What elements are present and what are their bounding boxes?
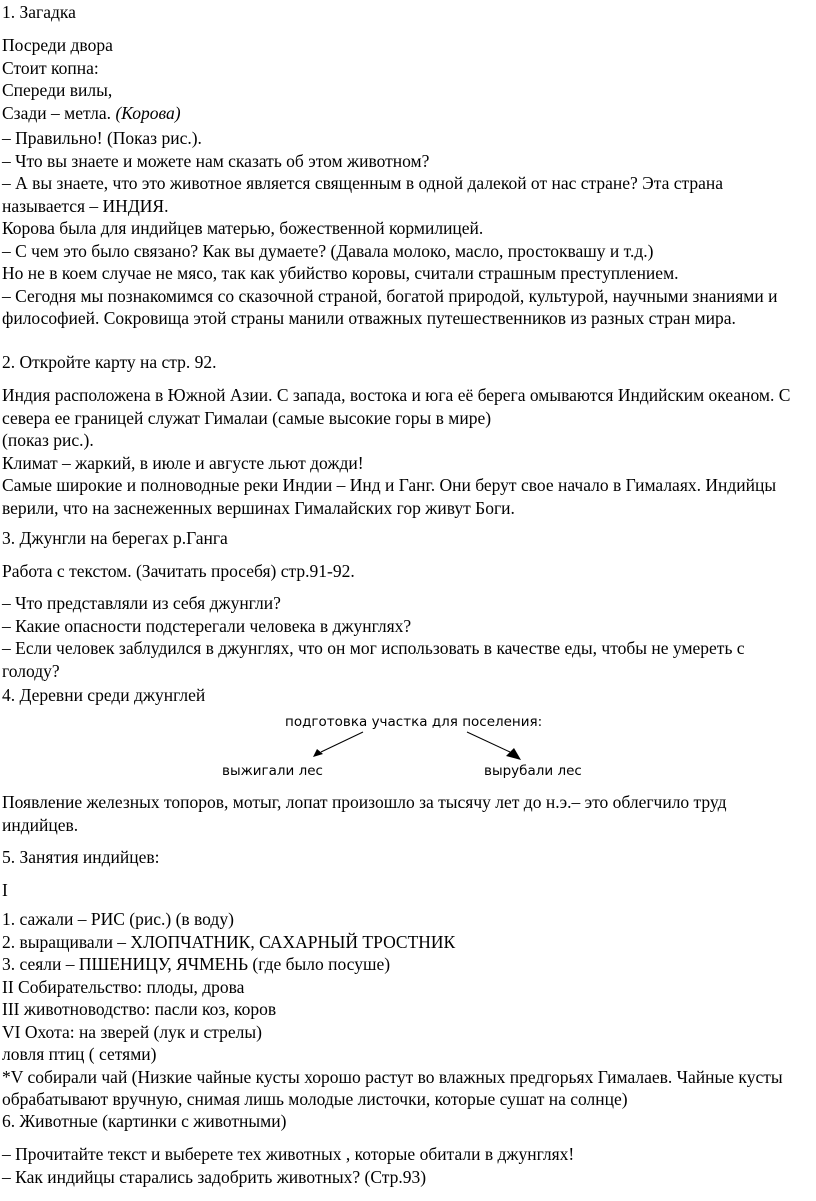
section-3-questions (2, 592, 802, 682)
riddle-line (2, 102, 802, 125)
heading: 3. Джунгли на берегах р.Ганга (2, 528, 228, 548)
text-line: Работа с текстом. (Зачитать просебя) стр.91-92. (2, 561, 355, 581)
riddle-answer: (Корова) (115, 102, 181, 123)
list-item: *V собирали чай (Низкие чайные кусты хорошо растут во влажных предгорьях Гималаев. Чайные кусты обрабатывают вручную, снимая лишь молодые листочки, которые сушат на солнце) (2, 1066, 783, 1109)
diagram-left-label: выжигали лес (222, 763, 323, 779)
section-2-title (2, 351, 802, 374)
section-4-text (2, 791, 802, 836)
section-3-work (2, 560, 802, 583)
list-item: ловля птиц ( сетями) (2, 1044, 157, 1064)
settlement-diagram (215, 712, 595, 782)
list-item: 3. сеяли – ПШЕНИЦУ, ЯЧМЕНЬ (где было посуше) (2, 954, 391, 974)
text-line: – Если человек заблудился в джунглях, что он мог использовать в качестве еды, чтобы не умереть с голоду? (2, 638, 745, 681)
list-item: III животноводство: пасли коз, коров (2, 999, 277, 1019)
heading: 6. Животные (картинки с животными) (2, 1111, 287, 1131)
text-line: Климат – жаркий, в июле и августе льют дожди! (2, 452, 364, 473)
arrow-left-head (313, 749, 323, 757)
arrow-right-head (506, 748, 521, 760)
riddle-line: Стоит копна: (2, 57, 99, 78)
section-6-questions (2, 1143, 802, 1188)
heading: 5. Занятия индийцев: (2, 847, 160, 867)
heading: 1. Загадка (2, 2, 76, 22)
heading: 4. Деревни среди джунглей (2, 685, 206, 705)
text-line: – Что представляли из себя джунгли? (2, 593, 281, 613)
riddle-last-text: Сзади – метла. (2, 102, 116, 123)
text-line: – Как индийцы старались задобрить животных? (Стр.93) (2, 1166, 427, 1187)
arrow-right-line (467, 732, 510, 752)
text-line: Индия расположена в Южной Азии. С запада, востока и юга её берега омываются Индийским океаном. С севера ее границей служат Гималаи (самые высокие горы в мире) (2, 385, 791, 428)
section-1-title (2, 1, 802, 24)
section-2-text (2, 384, 802, 519)
section-3-title (2, 527, 802, 550)
text-line: – Сегодня мы познакомимся со сказочной страной, богатой природой, культурой, научными знаниями и философией. Сокровища этой страны манили отважных путешественников из разных стран мира. (2, 285, 778, 328)
text-line: Самые широкие и полноводные реки Индии – Инд и Ганг. Они берут свое начало в Гималаях. Индийцы верили, что на заснеженных вершинах Гималайских гор живут Боги. (2, 475, 777, 518)
section-4-title (2, 684, 802, 707)
diagram-right-label: вырубали лес (484, 763, 582, 779)
text-line: Корова была для индийцев матерью, божественной кормилицей. (2, 218, 484, 238)
text-line: – А вы знаете, что это животное является священным в одной далекой от нас стране? Эта страна называется – ИНДИЯ. (2, 173, 724, 216)
text-line: – Что вы знаете и можете нам сказать об этом животном? (2, 150, 430, 171)
section-5-title (2, 846, 802, 869)
text-line: – С чем это было связано? Как вы думаете? (Давала молоко, масло, простоквашу и т.д.) (2, 240, 654, 261)
text-line: Но не в коем случае не мясо, так как убийство коровы, считали страшным преступлением. (2, 263, 679, 283)
list-item: II Собирательство: плоды, дрова (2, 976, 245, 997)
arrow-left-line (321, 732, 363, 752)
list-item: VI Охота: на зверей (лук и стрелы) (2, 1021, 262, 1042)
diagram-top-label: подготовка участка для поселения: (285, 714, 543, 730)
section-5-list (2, 908, 802, 1111)
text-line: (показ рис.). (2, 430, 94, 450)
list-item: 1. сажали – РИС (рис.) (в воду) (2, 909, 234, 929)
riddle-line: Посреди двора (2, 35, 113, 55)
text-line: – Какие опасности подстерегали человека в джунглях? (2, 615, 412, 636)
section-6-title (2, 1110, 802, 1133)
riddle-line: Спереди вилы, (2, 80, 113, 100)
section-1-dialogue (2, 127, 802, 330)
heading: 2. Откройте карту на стр. 92. (2, 352, 217, 372)
roman-numeral: I (2, 880, 8, 900)
section-5-roman (2, 879, 802, 902)
text-line: – Прочитайте текст и выберете тех животных , которые обитали в джунглях! (2, 1144, 575, 1164)
text-line: Появление железных топоров, мотыг, лопат произошло за тысячу лет до н.э.– это облегчило труд индийцев. (2, 792, 727, 835)
text-line: – Правильно! (Показ рис.). (2, 128, 202, 148)
list-item: 2. выращивали – ХЛОПЧАТНИК, САХАРНЫЙ ТРОСТНИК (2, 931, 456, 952)
riddle (2, 34, 802, 124)
